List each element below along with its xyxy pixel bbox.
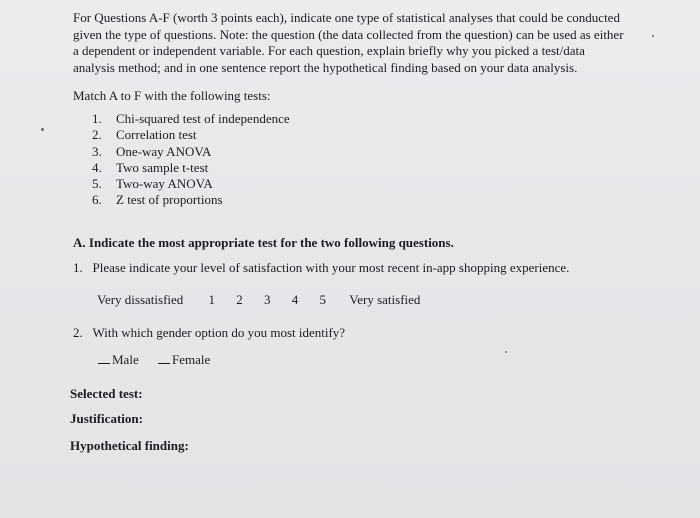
hypothetical-finding-label: Hypothetical finding: <box>70 438 189 453</box>
question-1 <box>73 260 569 276</box>
test-label: Two sample t-test <box>116 159 209 175</box>
question-number: 2. <box>73 325 83 340</box>
test-item <box>92 127 290 143</box>
scale-right-label: Very satisfied <box>349 292 421 307</box>
test-item <box>92 144 290 160</box>
test-number: 1. <box>92 111 102 126</box>
test-item <box>92 176 290 192</box>
instructions-line: given the type of questions. Note: the question (the data collected from the question) can be used as either <box>73 26 624 42</box>
section-a-heading: A. Indicate the most appropriate test for the two following questions. <box>73 235 454 250</box>
test-number: 2. <box>92 127 102 143</box>
stray-mark <box>41 128 44 131</box>
test-item <box>92 192 290 208</box>
satisfaction-scale <box>97 292 420 308</box>
scale-left-label: Very dissatisfied <box>97 292 184 307</box>
selected-test-label: Selected test: <box>70 386 143 401</box>
test-label: Two-way ANOVA <box>116 176 213 192</box>
gender-option-female <box>158 352 210 367</box>
question-text: Please indicate your level of satisfaction with your most recent in-app shopping experience. <box>92 260 570 275</box>
test-number: 4. <box>92 159 102 175</box>
scale-point: 3 <box>264 292 271 307</box>
answer-blank <box>98 363 110 364</box>
test-item <box>92 160 290 176</box>
answer-blank <box>158 363 170 364</box>
instructions-line: analysis method; and in one sentence report the hypothetical finding based on your data analysis. <box>73 59 578 75</box>
match-instruction: Match A to F with the following tests: <box>73 88 271 103</box>
option-label: Male <box>112 352 139 367</box>
scale-point: 4 <box>291 292 299 307</box>
test-label: Chi-squared test of independence <box>116 111 290 126</box>
instructions-line: a dependent or independent variable. For each question, explain briefly why you picked a test/data <box>73 43 585 58</box>
stray-mark <box>505 351 507 353</box>
option-label: Female <box>171 352 211 367</box>
test-label: One-way ANOVA <box>116 143 212 159</box>
gender-option-male <box>98 352 139 367</box>
test-number: 5. <box>92 176 102 192</box>
test-label: Z test of proportions <box>116 192 223 208</box>
scale-point: 1 <box>208 292 216 307</box>
scale-point: 5 <box>319 292 327 307</box>
question-number: 1. <box>73 260 83 275</box>
test-item <box>92 111 290 127</box>
test-number: 3. <box>92 143 102 159</box>
instructions-paragraph <box>73 10 663 76</box>
instructions-line: For Questions A-F (worth 3 points each), indicate one type of statistical analyses that could be conducted <box>73 10 620 25</box>
question-2 <box>73 325 345 341</box>
test-label: Correlation test <box>116 127 197 143</box>
stray-mark <box>652 35 654 37</box>
scale-point: 2 <box>236 292 243 307</box>
justification-label: Justification: <box>70 411 143 426</box>
gender-options <box>98 352 210 368</box>
question-text: With which gender option do you most identify? <box>92 325 346 340</box>
test-list <box>92 111 290 209</box>
test-number: 6. <box>92 192 102 208</box>
